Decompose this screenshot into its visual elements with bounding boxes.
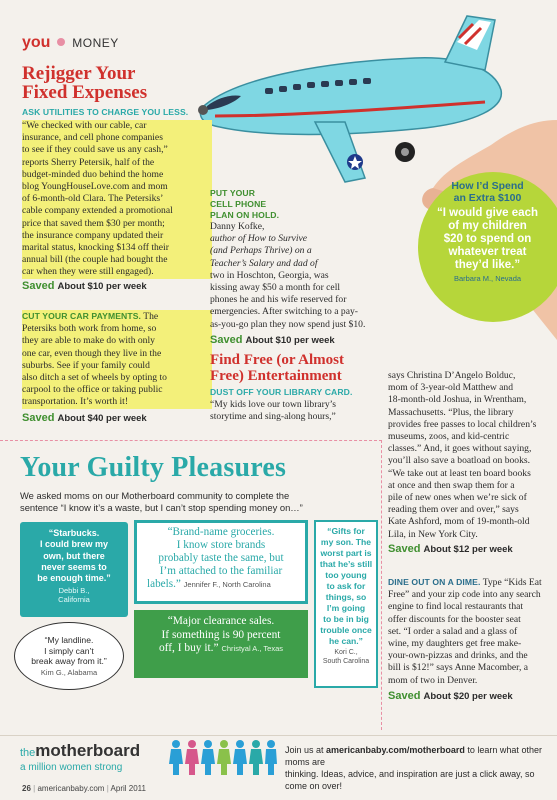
text-line: Petersiks both work from home, so [22, 323, 212, 335]
quote-clearance [134, 610, 308, 678]
text-line: says Christina D’Angelo Bolduc, [388, 370, 516, 381]
text-line: kissing away $50 a month for cell [210, 282, 341, 294]
text-line: two in Hoschton, Georgia, was [210, 269, 329, 281]
text-line: carpool to the office or taking public [22, 384, 212, 396]
text-line: offer discounts for the booster seat [388, 613, 521, 625]
quote-line: break away from it.” [31, 656, 107, 666]
quote-line: “Starbucks. [48, 528, 100, 538]
saved-amount: About $10 per week [57, 281, 147, 292]
quote-line: whatever treat [448, 246, 527, 258]
text-line: reports Sherry Petersik, half of the [22, 157, 212, 169]
text-line: engine to find local restaurants that [388, 601, 524, 613]
quote-line: things, so [325, 592, 367, 602]
car-saved [22, 412, 147, 424]
quote-line: I know store brands [176, 539, 266, 551]
phone-saved [210, 334, 335, 346]
text-line: one car, even though they live in the [22, 348, 212, 360]
quote-line: off, I buy it.” [158, 642, 219, 654]
quote-line: “I would give each [437, 207, 538, 219]
text-line: set. “I order a salad and a glass of [388, 625, 518, 637]
car-subhead: CUT YOUR CAR PAYMENTS. [22, 311, 142, 321]
text-line: author of How to Survive [210, 233, 307, 245]
issue-date: April 2011 [110, 784, 146, 793]
quote-starbucks [20, 522, 128, 617]
section-header [22, 34, 119, 52]
airplane-body [200, 58, 501, 135]
page-number: 26 [22, 784, 31, 793]
text-line: budget-minded duo behind the home [22, 169, 212, 181]
text-line: reading them over and over,” says [388, 504, 519, 516]
rejigger-body [22, 120, 212, 279]
text-line: bill is $12!” says Anne Macomber, a [388, 662, 529, 674]
spend-quote [418, 207, 557, 272]
quote-line: never seems to [41, 561, 107, 572]
quote-line: “Gifts for [327, 526, 365, 536]
site-name: americanbaby.com [37, 784, 105, 793]
quote-line: $20 to spend on [443, 233, 532, 245]
text-line: The [143, 311, 159, 322]
text-line: cable company extended a promotional [22, 205, 212, 217]
quote-line: I’m attached to the familiar [159, 565, 283, 577]
quote-line: trouble once [320, 625, 372, 635]
spend-attribution: Barbara M., Nevada [453, 274, 522, 283]
text-line: also ditch a set of wheels by opting to [22, 372, 212, 384]
text-line: at once and then swap them for a [388, 479, 515, 491]
quote-line: own, but there [43, 550, 105, 561]
join-text-line2: thinking. Ideas, advice, and inspiration are just a click away, so come on over! [285, 769, 535, 791]
attribution: California [58, 595, 90, 605]
join-text-pre: Join us at [285, 745, 327, 755]
text-line: your-own-pizzas and drinks, and the [388, 650, 528, 662]
quote-line: too young [325, 570, 367, 580]
rejigger-title [22, 64, 147, 102]
guilty-title: Your Guilty Pleasures [20, 452, 287, 483]
quote-landline [14, 622, 124, 690]
text-line: annual bill (the couple had bought the [22, 254, 212, 266]
quote-line: that he’s still [319, 559, 373, 569]
text-line: of 6-month-old Clara. The Petersiks’ [22, 193, 212, 205]
quote-line: “Major clearance sales. [167, 615, 275, 627]
text-line: (and Perhaps Thrive) on a [210, 245, 312, 257]
motherboard-logo [20, 742, 140, 773]
free-title [210, 352, 344, 384]
text-line: storytime and sing-along hours,” [210, 411, 336, 423]
text-line: “We checked with our cable, car [22, 120, 212, 132]
subhead-line: CELL PHONE [210, 199, 267, 209]
section-label: MONEY [72, 36, 119, 50]
quote-line: I simply can’t [44, 645, 94, 656]
dine-saved [388, 690, 513, 702]
guilty-intro [20, 490, 380, 514]
rejigger-subhead: ASK UTILITIES TO CHARGE YOU LESS. [22, 107, 189, 117]
attribution: Kim G., Alabama [40, 667, 98, 677]
saved-label: Saved [388, 690, 421, 702]
saved-label: Saved [22, 280, 55, 292]
spend-title-line1: How I’d Spend [451, 180, 524, 192]
attribution: South Carolina [322, 657, 370, 665]
text-line: suburbs. See if your family could [22, 360, 212, 372]
subhead-line: PLAN ON HOLD. [210, 210, 280, 220]
text-line: car when they were still engaged). [22, 266, 212, 278]
text-line: Massachusetts. “Plus, the library [388, 406, 514, 418]
text-line: you’ll also save a boatload on books. [388, 455, 531, 467]
bullet-icon [57, 38, 65, 46]
text-line: museums, zoos, and kid-centric [388, 431, 510, 443]
free-title-line1: Find Free (or Almost [210, 352, 345, 368]
text-line: classes.” And, it goes without saying, [388, 443, 532, 455]
text-line: “My kids love our town library’s [210, 399, 337, 410]
brand-you: you [22, 34, 51, 51]
intro-line: We asked moms on our Motherboard community to complete the [20, 490, 290, 501]
text-line: 18-month-old Joshua, in Wrentham, [388, 394, 527, 406]
text-line: they are able to make do with only [22, 335, 212, 347]
join-text [285, 744, 555, 792]
women-silhouettes-icon [168, 738, 278, 776]
text-line: Teacher’s Salary and dad of [210, 257, 318, 269]
rejigger-title-line2: Fixed Expenses [22, 82, 148, 103]
text-line: marital status, knocking $134 off their [22, 242, 212, 254]
text-line: pile of new ones when we’re sick of [388, 492, 527, 504]
motherboard-link[interactable]: americanbaby.com/motherboard [326, 745, 465, 755]
text-line: wine, my daughters get free make- [388, 638, 522, 650]
quote-line: be enough time.” [37, 573, 111, 584]
free-title-line2: Free) Entertainment [210, 368, 342, 384]
text-line: blog YoungHouseLove.com and mom [22, 181, 212, 193]
attribution: Kori C., [334, 649, 358, 656]
library-saved [388, 543, 513, 555]
text-line: provides free passes to local children’s [388, 418, 537, 430]
text-line: Kate Ashford, mom of 19-month-old [388, 516, 530, 528]
quote-line: “My landline. [44, 635, 94, 645]
text-line: as-you-go plan they now spend just $10. [210, 318, 366, 330]
quote-line: they’d like.” [454, 259, 521, 271]
logo-name: motherboard [35, 741, 141, 760]
phone-subhead [210, 188, 279, 221]
quote-line: to ask for [326, 581, 366, 591]
text-line: mom of 3-year-old Matthew and [388, 382, 514, 394]
rejigger-title-line1: Rejigger Your [22, 63, 136, 84]
saved-amount: About $12 per week [423, 544, 513, 555]
saved-amount: About $40 per week [57, 413, 147, 424]
quote-line: labels.” [147, 578, 181, 590]
quote-line: worst part is [320, 548, 372, 558]
rejigger-saved [22, 280, 147, 292]
spend-title-line2: an Extra $100 [453, 192, 522, 204]
text-line: “We take out at least ten board books [388, 467, 531, 479]
quote-line: I’m going [326, 603, 366, 613]
saved-label: Saved [388, 543, 421, 555]
quote-line: he can.” [329, 636, 363, 646]
quote-line: my son. The [320, 537, 372, 547]
text-line: to see if they could save us any cash,” [22, 144, 212, 156]
page-footer: 26 | americanbaby.com | April 2011 [22, 784, 146, 793]
quote-line: probably taste the same, but [158, 552, 284, 564]
text-line: the insurance company updated their [22, 230, 212, 242]
text-line: emergencies. After switching to a pay- [210, 306, 358, 318]
intro-line: sentence “I know it’s a waste, but I can’t stop spending money on…” [20, 502, 303, 513]
free-body [210, 399, 380, 423]
saved-label: Saved [210, 334, 243, 346]
dine-subhead: DINE OUT ON A DIME. [388, 577, 481, 587]
text-line: Lila, in New York City. [388, 528, 478, 540]
logo-the: the [20, 747, 36, 759]
quote-gifts [314, 520, 378, 688]
text-line: Danny Kofke, [210, 221, 265, 232]
text-line: mom of two in Denver. [388, 674, 478, 686]
text-line: insurance, and cell phone companies [22, 132, 212, 144]
free-subhead: DUST OFF YOUR LIBRARY CARD. [210, 387, 353, 397]
attribution: Debbi B., [58, 586, 90, 596]
phone-body [210, 221, 380, 331]
car-section [22, 310, 212, 409]
text-line: price that saved them $30 per month; [22, 218, 212, 230]
attribution: Jennifer F., North Carolina [183, 580, 271, 589]
text-line: transportation. It’s worth it! [22, 396, 212, 408]
subhead-line: PUT YOUR [210, 188, 256, 198]
spend-content [418, 180, 557, 283]
text-line: Free” and your zip code into any search [388, 589, 541, 601]
quote-line: “Brand-name groceries. [167, 526, 275, 538]
quote-line: to be in big [323, 614, 369, 624]
dine-body [388, 576, 554, 687]
logo-tagline: a million women strong [20, 762, 123, 773]
text-line: phones he and his wife reserved for [210, 294, 347, 306]
text-line: Type “Kids Eat [482, 577, 542, 588]
saved-label: Saved [22, 412, 55, 424]
quote-line: of my children [448, 220, 527, 232]
library-cont-body [388, 370, 554, 541]
attribution: Christyal A., Texas [221, 644, 283, 653]
quote-line: I could brew my [39, 539, 108, 550]
saved-amount: About $10 per week [245, 335, 335, 346]
quote-brand [134, 520, 308, 604]
quote-line: If something is 90 percent [161, 628, 281, 641]
saved-amount: About $20 per week [423, 691, 513, 702]
join-text-post: to learn what other moms are [285, 745, 542, 767]
